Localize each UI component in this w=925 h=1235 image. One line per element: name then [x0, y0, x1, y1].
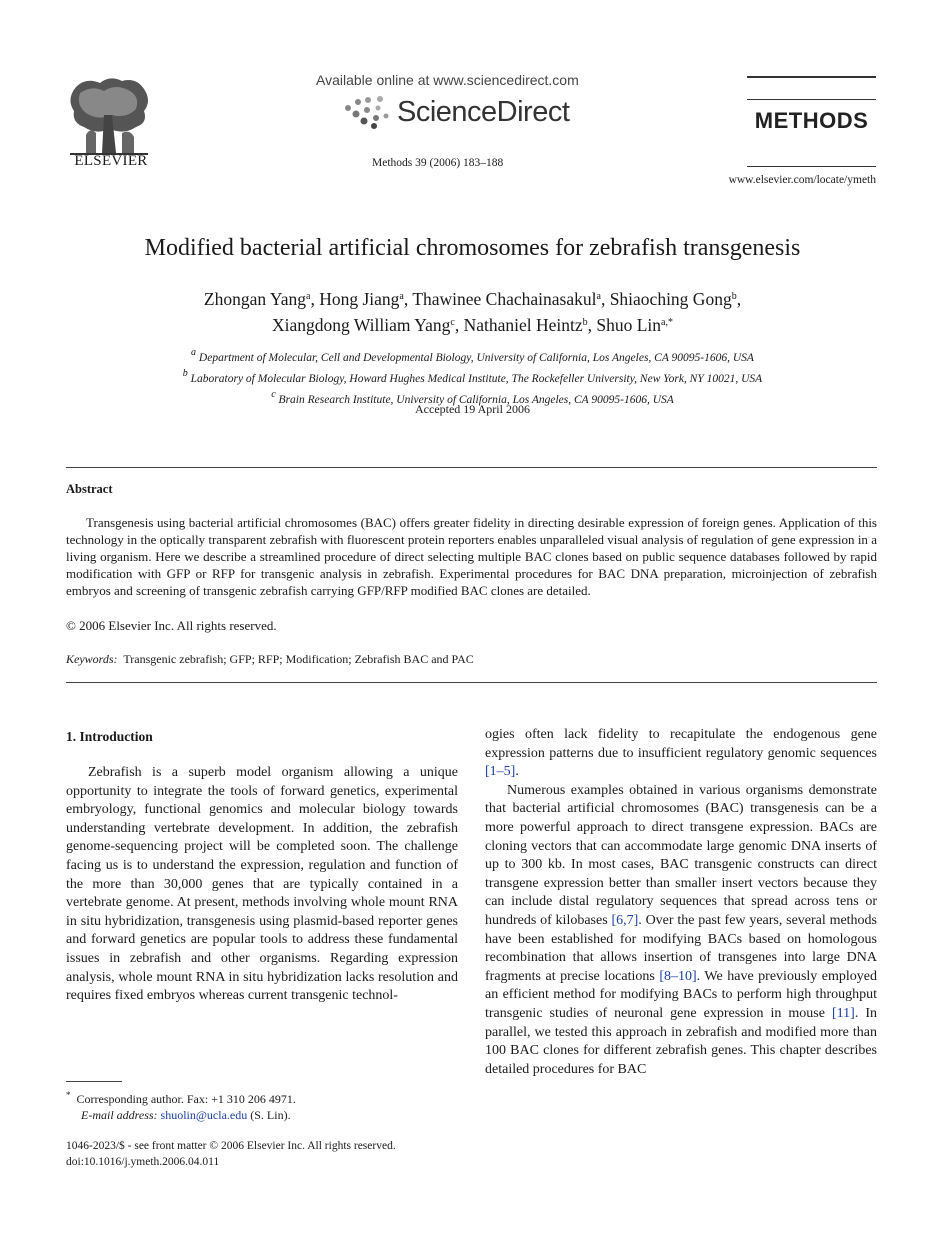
intro-paragraph: [485, 782, 877, 1080]
author-affil-sup: a: [399, 291, 404, 302]
affiliation-text: Laboratory of Molecular Biology, Howard Hughes Medical Institute, The Rockefeller University, New York, NY 10021, USA: [190, 373, 763, 385]
abstract-heading: Abstract: [66, 482, 113, 496]
author-affil-sup: b: [582, 317, 588, 328]
sciencedirect-logo-text: ScienceDirect: [397, 96, 570, 128]
affiliation-text: Brain Research Institute, University of California, Los Angeles, CA 90095-1606, USA: [278, 394, 674, 406]
abstract-body: Transgenesis using bacterial artificial chromosomes (BAC) offers greater fidelity in directing desirable expression of foreign genes. Application of this technology in the optically transparent zebrafish with fluorescent protein reporters enables unparalleled visual analysis of regulation of gene expression in a living organism. Here we describe a streamlined procedure of direct selecting multiple BAC clones based on public sequence databases followed by rapid modification with GFP or RFP for transgenic analysis in zebrafish. Experimental procedures for BAC DNA preparation, microinjection of zebrafish embryos and screening of transgenic zebrafish carrying GFP/RFP modified BAC clones are detailed.: [66, 515, 877, 598]
footnote-text: Corresponding author. Fax: +1 310 206 4971.: [76, 1092, 296, 1106]
paragraph-text: .: [515, 764, 519, 780]
citation-link[interactable]: [11]: [832, 1005, 855, 1021]
keywords: [66, 652, 474, 667]
email-link[interactable]: shuolin@ucla.edu: [160, 1108, 248, 1122]
author-name: Nathaniel Heintz: [463, 315, 583, 335]
journal-name: METHODS: [754, 108, 869, 133]
section-heading: 1. Introduction: [66, 729, 153, 744]
citation-link[interactable]: [1–5]: [485, 764, 516, 780]
paragraph-text: . Over the past few years, several methods have been established for modifying BACs based on homologous recombination that allows insertion of transgenes into large DNA fragments at precise locations: [485, 912, 878, 984]
abstract-bottom-rule: [66, 682, 877, 683]
journal-rule-bottom: [747, 166, 876, 167]
doi-line[interactable]: doi:10.1016/j.ymeth.2006.04.011: [66, 1156, 220, 1168]
issn-line: 1046-2023/$ - see front matter © 2006 Elsevier Inc. All rights reserved.: [66, 1140, 396, 1152]
author-name: Zhongan Yang: [203, 289, 307, 309]
affiliation-sup: b: [182, 368, 188, 379]
author-sep: ,: [310, 289, 320, 309]
paragraph-text: . In parallel, we tested this approach in zebrafish and modified more than 100 BAC clones for different zebrafish genes. This chapter describes detailed procedures for BAC: [485, 1005, 877, 1077]
intro-paragraph: Zebrafish is a superb model organism allowing a unique opportunity to integrate the tools of forward genetics, experimental embryology, functional genomics and molecular biology towards understanding vertebrate development. In addition, the zebrafish genome-sequencing project will be completed soon. The challenge facing us is to understand the expression, regulation and function of the more than 30,000 genes that are typically contained in a vertebrate genome. At present, methods involving whole mount RNA in situ hybridization, transgenesis using plasmid-based reporter genes and forward genetics are popular tools to address these fundamental issues in zebrafish and other organisms. Regarding expression analysis, whole mount RNA in situ hybridization lacks resolution and requires fixed embryos whereas current transgenic technol-: [66, 765, 458, 1004]
right-column: [485, 726, 877, 1079]
affiliation-line: [60, 345, 885, 366]
affiliation-sup: c: [271, 389, 276, 400]
author-sep: ,: [600, 289, 610, 309]
author-name: Xiangdong William Yang: [272, 315, 451, 335]
email-suffix: (S. Lin).: [247, 1108, 291, 1122]
affiliations: [60, 345, 885, 408]
email-label: E-mail address:: [81, 1108, 158, 1122]
available-online-text: Available online at www.sciencedirect.com: [316, 72, 579, 88]
author-affil-sup: c: [450, 317, 455, 328]
journal-rule-top: [747, 76, 876, 78]
corresponding-author-note: [66, 1087, 296, 1107]
author-affil-sup: a: [596, 291, 601, 302]
author-name: Thawinee Chachainasakul: [412, 289, 597, 309]
copyright-line: © 2006 Elsevier Inc. All rights reserved.: [66, 618, 277, 633]
sciencedirect-dots-icon: [340, 94, 392, 130]
paragraph-text: ogies often lack fidelity to recapitulate the endogenous gene expression patterns due to insufficient regulatory genomic sequences: [485, 727, 877, 761]
author-name: Shuo Lin: [596, 315, 662, 335]
footnote: [66, 1087, 296, 1123]
publisher-name: ELSEVIER: [74, 153, 148, 169]
author-sep: ,: [403, 289, 413, 309]
keywords-list: Transgenic zebrafish; GFP; RFP; Modification; Zebrafish BAC and PAC: [123, 652, 474, 666]
journal-url[interactable]: www.elsevier.com/locate/ymeth: [728, 174, 876, 186]
journal-citation: Methods 39 (2006) 183–188: [372, 157, 504, 169]
abstract-top-rule: [66, 467, 877, 468]
accepted-date: Accepted 19 April 2006: [415, 402, 530, 416]
footnote-rule: [66, 1081, 122, 1082]
author-sep: ,: [454, 315, 464, 335]
intro-paragraph-continued: [485, 726, 877, 782]
author-name: Hong Jiang: [319, 289, 400, 309]
paragraph-text: Numerous examples obtained in various organisms demonstrate that bacterial artificial chromosomes (BAC) transgenesis can be a more powerful approach to direct transgene expression. BACs are cloning vectors that can accommodate large genomic DNA inserts of up to 300 kb. In most cases, BAC transgenic constructs can direct transgene expression better than smaller insert vectors because they can include distal regulatory sequences that spread across tens or hundreds of kilobases: [485, 782, 877, 928]
author-affil-sup: a: [306, 291, 311, 302]
citation-link[interactable]: [8–10]: [659, 968, 697, 984]
author-sep: ,: [587, 315, 597, 335]
email-note: [66, 1107, 296, 1123]
front-matter: [66, 1138, 396, 1170]
left-column: [66, 764, 458, 1006]
author-sep: ,: [736, 289, 742, 309]
keywords-label: Keywords:: [66, 652, 118, 666]
journal-rule-mid: [747, 99, 876, 100]
author-list: [60, 285, 885, 337]
affiliation-text: Department of Molecular, Cell and Developmental Biology, University of California, Los Angeles, CA 90095-1606, USA: [198, 352, 754, 364]
footnote-marker: *: [66, 1090, 71, 1100]
article-title: Modified bacterial artificial chromosomes for zebrafish transgenesis: [144, 235, 801, 261]
citation-link[interactable]: [6,7]: [611, 912, 639, 928]
affiliation-sup: a: [191, 347, 197, 358]
author-affil-sup: a,*: [661, 317, 673, 328]
paragraph-text: . We have previously employed an efficient method for modifying BACs to perform high throughput transgenic studies of neuronal gene expression in mouse: [485, 968, 877, 1021]
author-name: Shiaoching Gong: [609, 289, 732, 309]
author-affil-sup: b: [731, 291, 737, 302]
affiliation-line: [60, 366, 885, 387]
